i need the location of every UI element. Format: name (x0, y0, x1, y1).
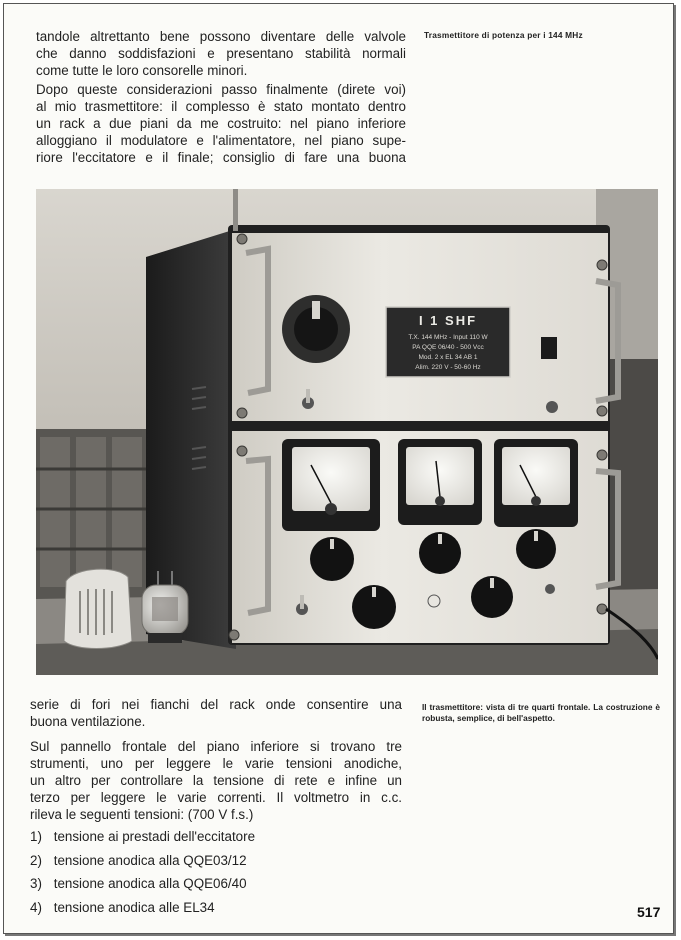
nameplate-callsign: I 1 SHF (418, 313, 478, 328)
text-line: Sul pannello frontale del piano inferiore si trovano tre (30, 739, 402, 754)
meter-center (398, 439, 482, 525)
text-line: tandole altrettanto bene possono diventare delle valvole (36, 29, 406, 44)
text-line: rileva le seguenti tensioni: (700 V f.s.) (30, 807, 254, 822)
list-item (30, 899, 255, 923)
transmitter-photo-svg (36, 189, 658, 675)
paragraph-bottom-1 (30, 696, 402, 730)
list-item-text: tensione anodica alle EL34 (53, 900, 215, 916)
meter-left (282, 439, 380, 531)
voltage-list (30, 828, 255, 923)
text-line: buona ventilazione. (30, 714, 146, 729)
list-item (30, 875, 255, 899)
paragraph-bottom-2 (30, 738, 402, 823)
text-line: un rack a due piani da me costruito: nel piano inferiore (36, 116, 406, 131)
transmitter-photo (36, 189, 658, 675)
caption-bottom: Il trasmettitore: vista di tre quarti frontale. La costruzione è robusta, semplice, di bell'aspetto. (422, 702, 660, 723)
text-line: riore l'eccitatore e il finale; consiglio di fare una buona (36, 150, 406, 165)
caption-top: Trasmettitore di potenza per i 144 MHz (424, 30, 583, 40)
pilot-lamp (428, 595, 440, 607)
upper-rocker-switch (541, 337, 557, 359)
page-number: 517 (637, 904, 661, 920)
lower-right-switch (545, 584, 555, 594)
nameplate-line: T.X. 144 MHz - Input 110 W (408, 334, 488, 341)
tuning-dial (282, 295, 350, 363)
nameplate-line: PA QQE 06/40 - 500 Vcc (412, 344, 484, 351)
meter-right (494, 439, 578, 527)
list-item-number: 3) (30, 876, 42, 892)
text-line: Dopo queste considerazioni passo finalmente (direte voi) (36, 82, 406, 97)
nameplate (386, 307, 510, 377)
list-item (30, 852, 255, 876)
text-line: serie di fori nei fianchi del rack onde consentire una (30, 697, 402, 712)
list-item-text: tensione ai prestadi dell'eccitatore (53, 829, 256, 844)
antenna-rod (233, 189, 238, 231)
list-item-number: 1) (30, 829, 42, 844)
text-line: un altro per controllare la tensione di rete e infine un (30, 773, 402, 788)
text-line: terzo per leggere le varie correnti. Il voltmetro in c.c. (30, 790, 402, 805)
upper-right-switch (546, 401, 558, 413)
list-item-number: 2) (30, 852, 42, 868)
lower-toggle-lever (300, 595, 304, 609)
list-item-text: tensione anodica alla QQE03/12 (53, 852, 247, 868)
text-line: come tutte le loro consorelle minori. (36, 63, 248, 78)
text-line: alloggiano il modulatore e l'alimentatore, nel piano supe- (36, 133, 406, 148)
paragraph-top-2 (36, 81, 406, 166)
paragraph-top-1 (36, 28, 406, 79)
text-line: strumenti, uno per leggere le varie tensioni anodiche, (30, 756, 402, 771)
list-item (30, 828, 255, 852)
text-line: al mio trasmettitore: il complesso è stato montato dentro (36, 99, 406, 114)
nameplate-line: Mod. 2 x EL 34 AB 1 (418, 354, 478, 361)
list-item-number: 4) (30, 900, 42, 916)
text-line: che danno soddisfazioni e presentano stabilità normali (36, 46, 406, 61)
nameplate-line: Alim. 220 V - 50-60 Hz (415, 364, 481, 371)
microphone (64, 569, 132, 648)
list-item-text: tensione anodica alla QQE06/40 (53, 876, 247, 892)
